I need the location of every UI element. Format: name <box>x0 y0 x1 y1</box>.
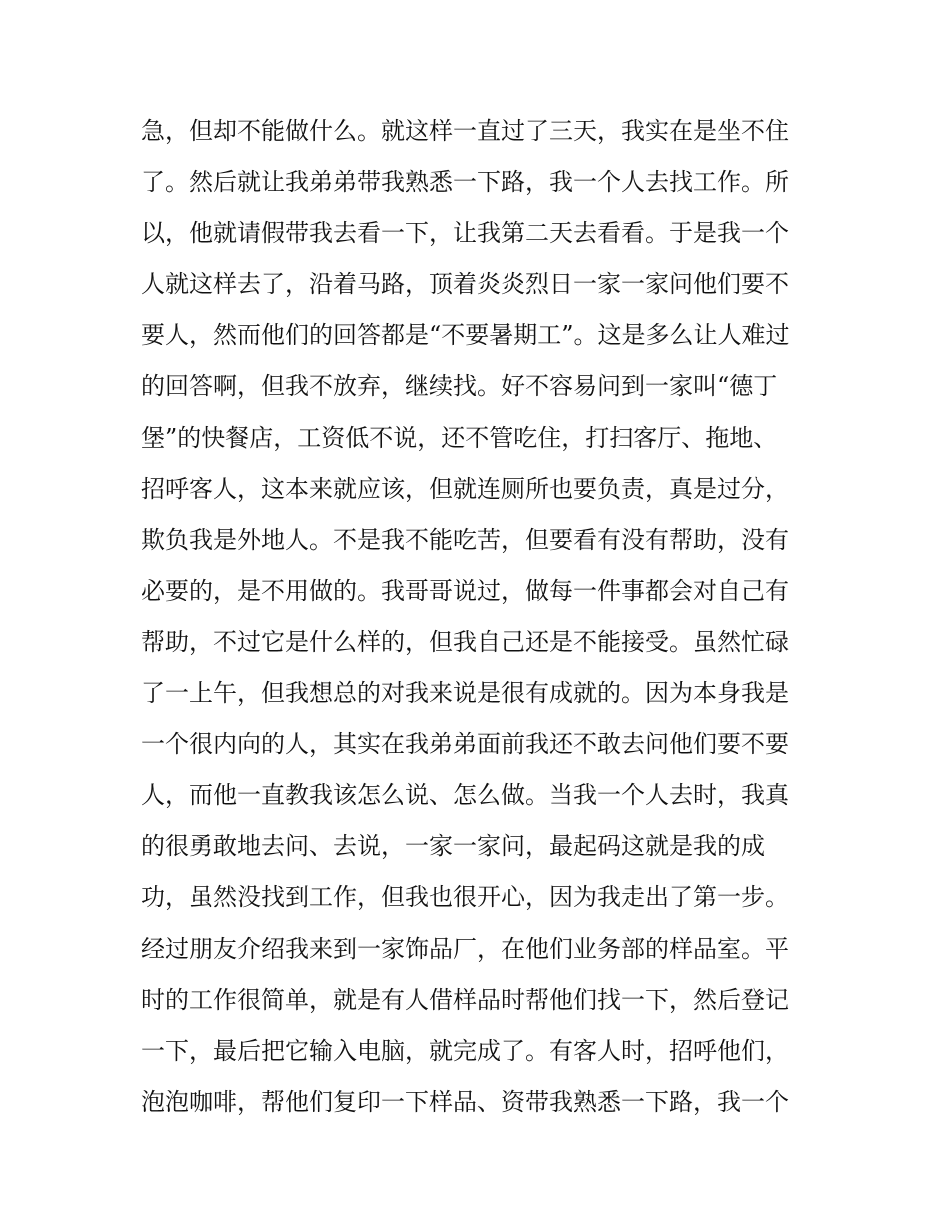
text-line: 的很勇敢地去问、去说，一家一家问，最起码这就是我的成 <box>141 832 765 861</box>
text-line: 急，但却不能做什么。就这样一直过了三天，我实在是坐不住 <box>141 117 789 145</box>
text-line: 招呼客人，这本来就应该，但就连厕所也要负责，真是过分， <box>141 474 789 503</box>
text-line: 必要的，是不用做的。我哥哥说过，做每一件事都会对自己有 <box>141 576 789 605</box>
text-line: 以，他就请假带我去看一下，让我第二天去看看。于是我一个 <box>141 219 789 248</box>
text-line: 经过朋友介绍我来到一家饰品厂，在他们业务部的样品室。平 <box>141 934 789 963</box>
text-line: 一下，最后把它输入电脑，就完成了。有客人时，招呼他们， <box>141 1036 789 1065</box>
text-line: 堡”的快餐店，工资低不说，还不管吃住，打扫客厅、拖地、 <box>141 423 778 452</box>
text-line: 的回答啊，但我不放弃，继续找。好不容易问到一家叫“德丁 <box>141 372 778 401</box>
body-text <box>141 106 821 1128</box>
text-line: 帮助，不过它是什么样的，但我自己还是不能接受。虽然忙碌 <box>141 627 789 656</box>
text-line: 泡泡咖啡，帮他们复印一下样品、资带我熟悉一下路，我一个 <box>141 1087 789 1116</box>
text-line: 人，而他一直教我该怎么说、怎么做。当我一个人去时，我真 <box>141 781 789 810</box>
text-line: 功，虽然没找到工作，但我也很开心，因为我走出了第一步。 <box>141 883 789 912</box>
text-line: 了一上午，但我想总的对我来说是很有成就的。因为本身我是 <box>141 679 789 708</box>
text-line: 时的工作很简单，就是有人借样品时帮他们找一下，然后登记 <box>141 985 789 1014</box>
text-line: 欺负我是外地人。不是我不能吃苦，但要看有没有帮助，没有 <box>141 525 789 554</box>
text-line: 了。然后就让我弟弟带我熟悉一下路，我一个人去找工作。所 <box>141 168 789 197</box>
text-line: 一个很内向的人，其实在我弟弟面前我还不敢去问他们要不要 <box>141 730 789 759</box>
text-line: 要人，然而他们的回答都是“不要暑期工”。这是多么让人难过 <box>141 321 790 350</box>
text-line: 人就这样去了，沿着马路，顶着炎炎烈日一家一家问他们要不 <box>141 270 789 299</box>
